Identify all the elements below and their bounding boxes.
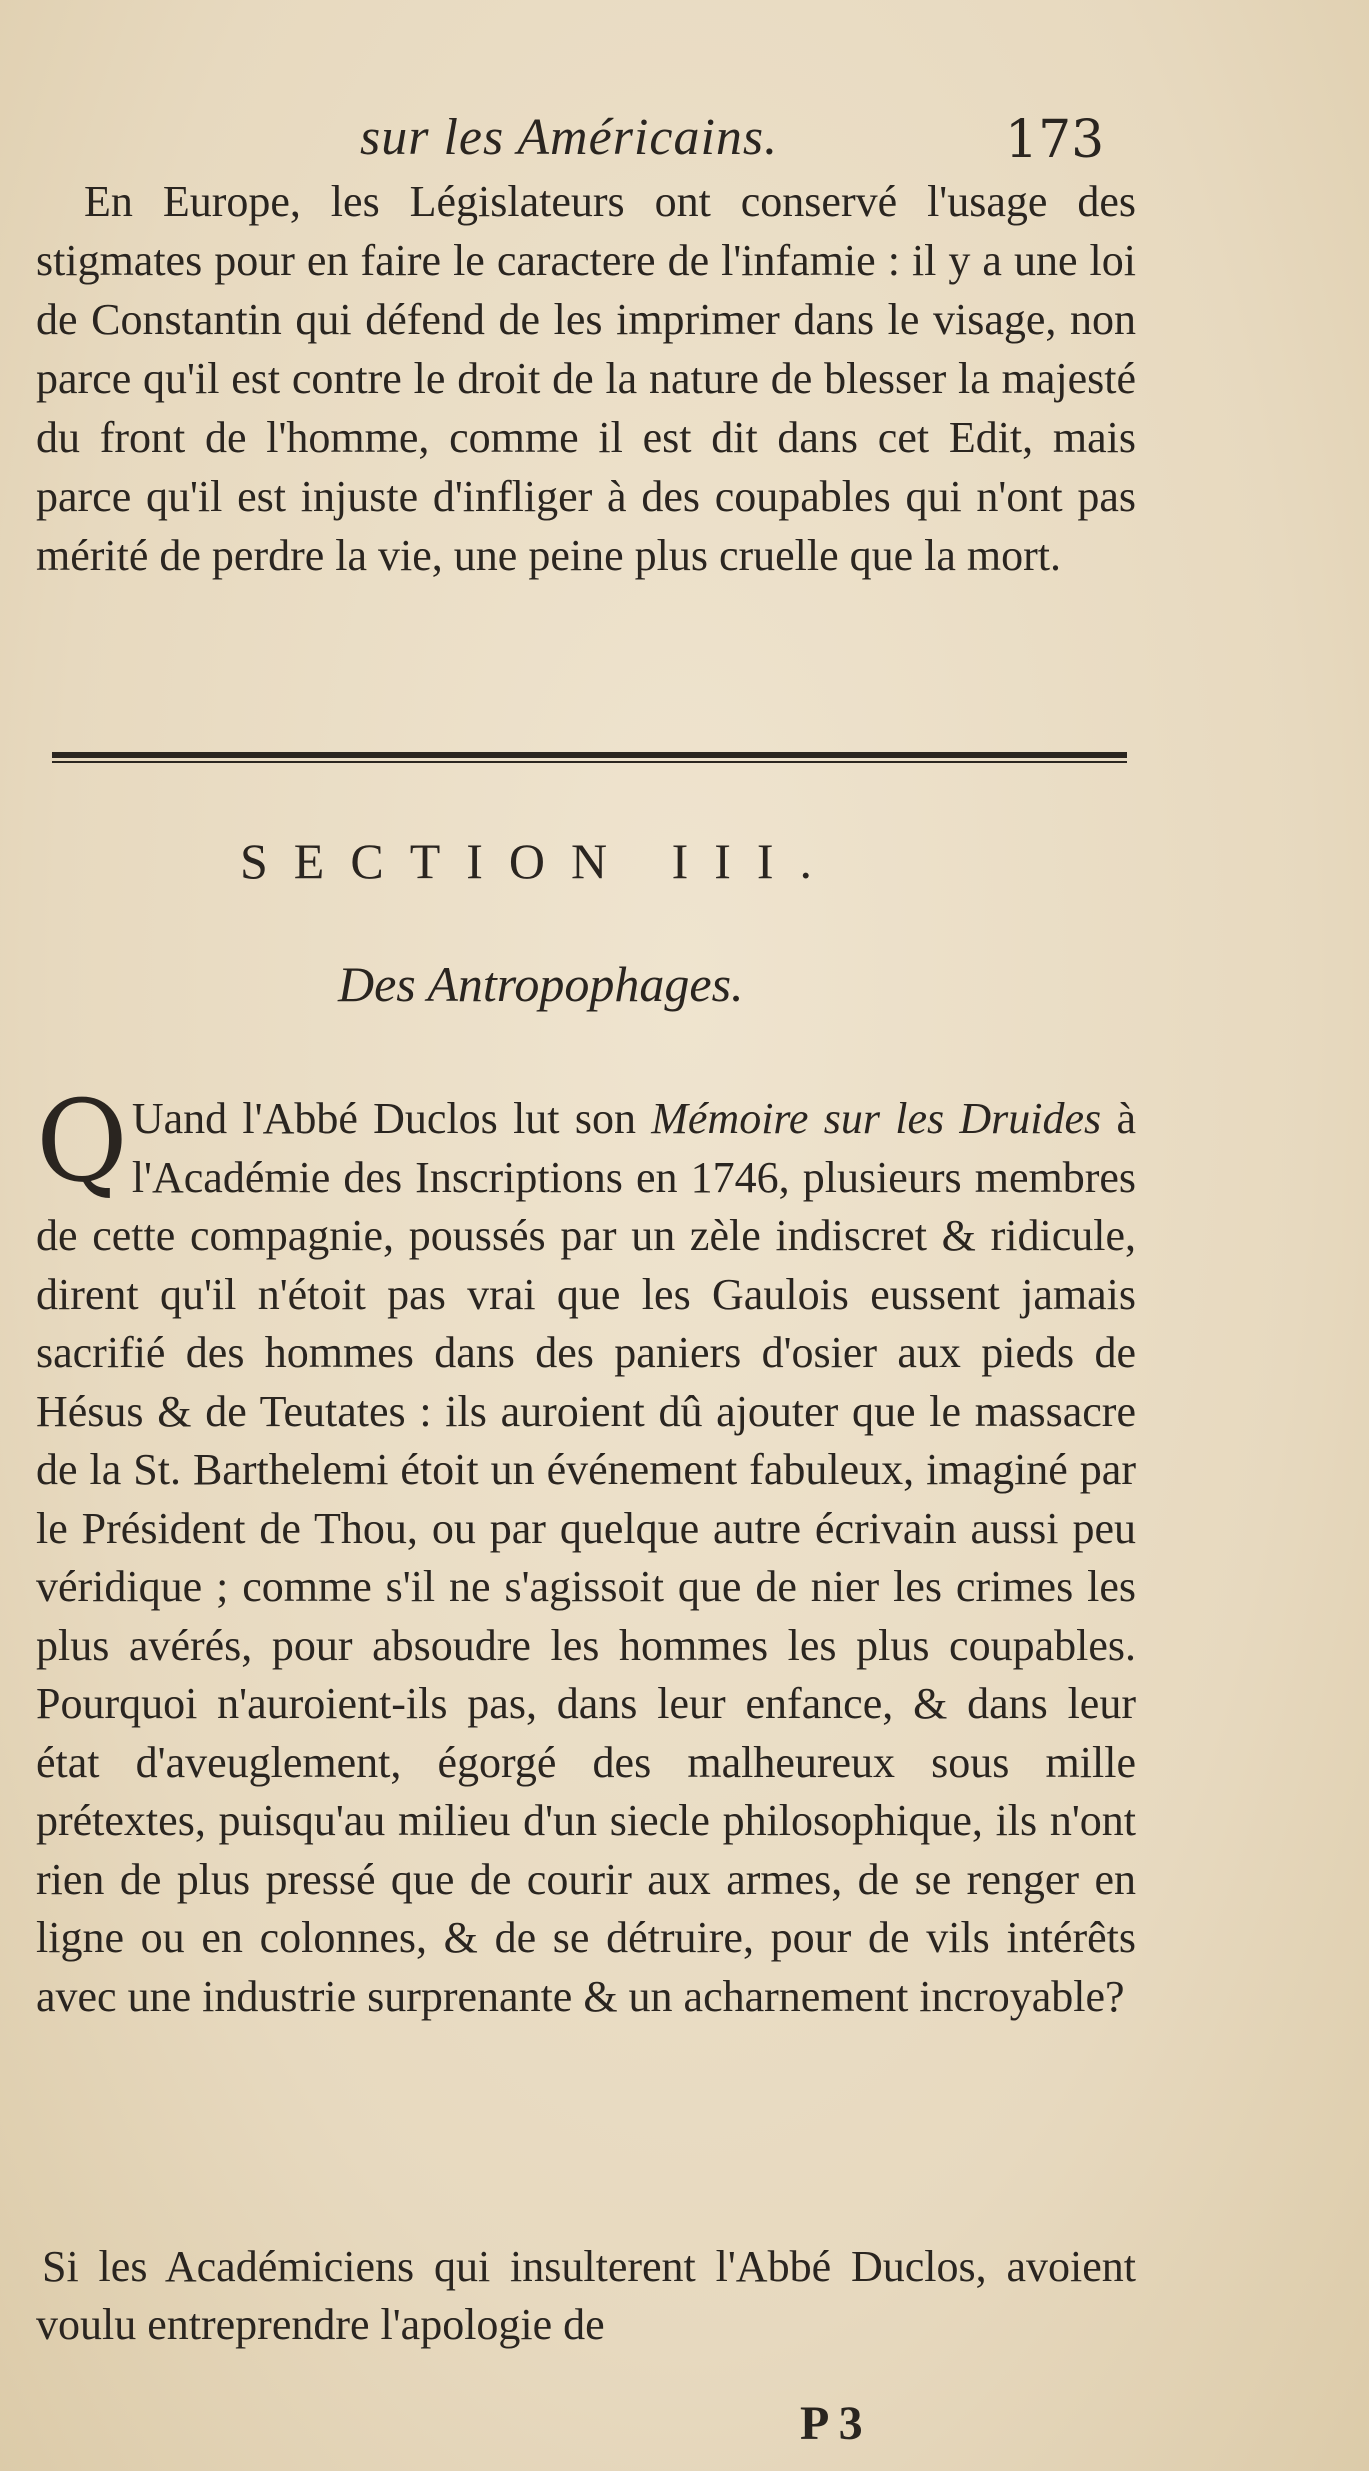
section-divider-rule (52, 752, 1127, 764)
drop-cap: Q (36, 1077, 128, 1207)
signature-mark: P 3 (800, 2397, 863, 2450)
paragraph-duclos-rest: à l'Académie des Inscriptions en 1746, plusieurs membres de cette compagnie, poussés par un zèle indiscret & ridicule, dirent qu'il n'étoit pas vrai que les Gaulois eussent jamais sacrifié des hommes dans des paniers d'osier aux pieds de Hésus & de Teutates : ils auroient dû ajouter que le massacre de la St. Barthelemi étoit un événement fabuleux, imaginé par le Président de Thou, ou par quelque autre écrivain aussi peu véridique ; comme s'il ne s'agissoit que de nier les crimes les plus avérés, pour absoudre les hommes les plus coupables. Pourquoi n'auroient-ils pas, dans leur enfance, & dans leur état d'aveuglement, égorgé des malheureux sous mille prétextes, puisqu'au milieu d'un siecle philosophique, ils n'ont rien de plus pressé que de courir aux armes, de se renger en ligne ou en colonnes, & de se détruire, pour de vils intérêts avec une industrie surprenante & un acharnement incroyable? (36, 1094, 1136, 2021)
paragraph-academiciens: Si les Académiciens qui insulterent l'Abbé Duclos, avoient voulu entreprendre l'apologie de (36, 2242, 1136, 2349)
paragraph-stigmates: En Europe, les Législateurs ont conservé l'usage des stigmates pour en faire le caractere de l'infamie : il y a une loi de Constantin qui défend de les imprimer dans le visage, non parce qu'il est contre le droit de la nature de blesser la majesté du front de l'homme, comme il est dit dans cet Edit, mais parce qu'il est injuste d'infliger à des coupables qui n'ont pas mérité de perdre la vie, une peine plus cruelle que la mort. (36, 177, 1136, 580)
section-subtitle: Des Antropophages. (338, 956, 744, 1012)
page-header (0, 108, 1369, 178)
paragraph-duclos (36, 1077, 1136, 2026)
paragraph-duclos-start: Uand l'Abbé Duclos lut son (131, 1094, 652, 1143)
memoire-title: Mémoire sur les Druides (651, 1094, 1102, 1143)
running-title: sur les Américains. (360, 109, 779, 166)
page-number: 173 (1005, 110, 1105, 170)
section-heading: SECTION III. (240, 833, 839, 889)
